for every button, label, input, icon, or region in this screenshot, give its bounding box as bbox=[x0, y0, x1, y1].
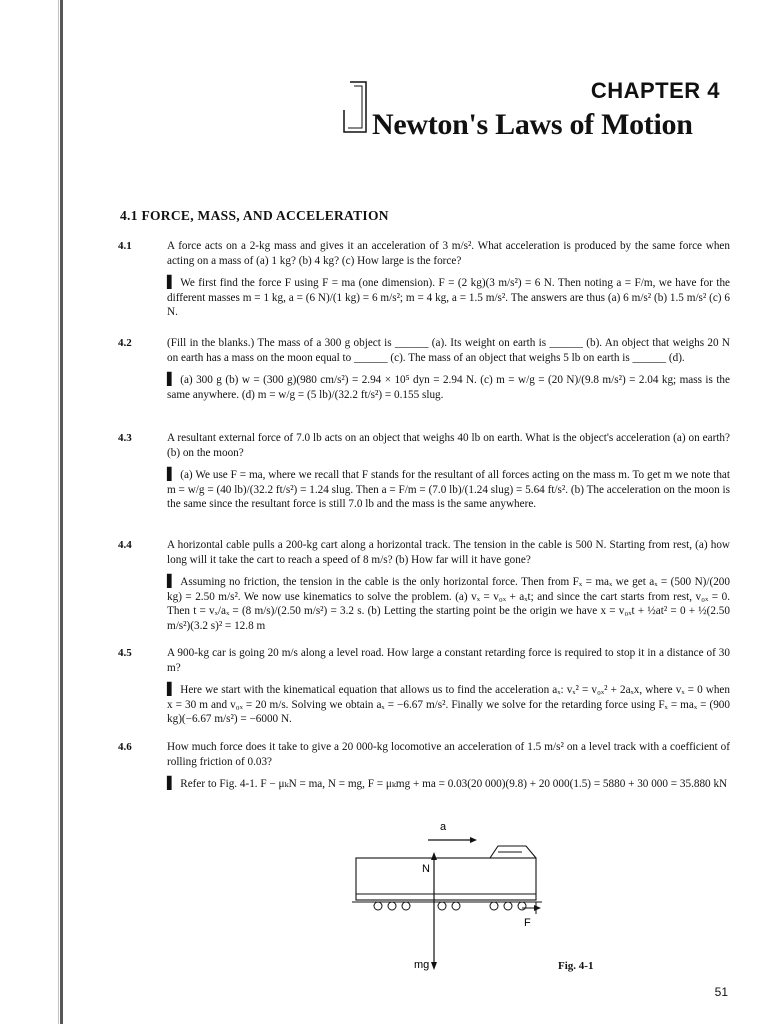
figure-label-n: N bbox=[422, 863, 430, 875]
solution-marker-icon: ▌ bbox=[167, 776, 177, 791]
solution-marker-icon: ▌ bbox=[167, 275, 177, 290]
problem-question: How much force does it take to give a 20 000-kg locomotive an acceleration of 1.5 m/s² on a level track with a coefficient of rolling friction of 0.03? bbox=[167, 741, 730, 768]
problem-question: (Fill in the blanks.) The mass of a 300 g object is ______ (a). Its weight on earth is ______ (b). An object that weighs 20 N on earth has a mass on the moon equal to ______ (c). The mass of an object that weighs 5 lb on earth is ______ (d). bbox=[167, 337, 730, 364]
problem-4-2 bbox=[118, 336, 730, 409]
page-number: 51 bbox=[714, 985, 728, 999]
problem-4-1 bbox=[118, 239, 730, 327]
problem-number: 4.5 bbox=[118, 647, 132, 659]
problem-number: 4.6 bbox=[118, 741, 132, 753]
problem-number: 4.2 bbox=[118, 337, 132, 349]
problem-solution: ▌ Refer to Fig. 4-1. F − μₖN = ma, N = mg, F = μₖmg + ma = 0.03(20 000)(9.8) + 20 000(1.5) = 5880 + 30 000 = 35.880 kN bbox=[167, 776, 728, 791]
locomotive-body bbox=[352, 846, 542, 902]
problem-question: A resultant external force of 7.0 lb acts on an object that weighs 40 lb on earth. What is the object's acceleration (a) on earth? (b) on the moon? bbox=[167, 432, 730, 459]
solution-marker-icon: ▌ bbox=[167, 467, 177, 482]
problem-question: A force acts on a 2-kg mass and gives it an acceleration of 3 m/s². What acceleration is produced by the same force when acting on a mass of (a) 1 kg? (b) 4 kg? (c) How large is the force? bbox=[167, 240, 730, 267]
problem-4-5 bbox=[118, 646, 730, 734]
problem-solution: ▌ We first find the force F using F = ma (one dimension). F = (2 kg)(3 m/s²) = 6 N. Then noting a = F/m, we have for the different masses m = 1 kg, a = (6 N)/(1 kg) = 6 m/s²; m = 4 kg, a = 1.5 m/s². The answers are thus (a) 6 m/s² (b) 1.5 m/s² (c) 6 N. bbox=[167, 275, 730, 319]
figure-label-a: a bbox=[440, 821, 447, 833]
solution-marker-icon: ▌ bbox=[167, 574, 177, 589]
chapter-title: Newton's Laws of Motion bbox=[372, 108, 693, 141]
locomotive-figure bbox=[330, 818, 560, 978]
problem-question: A 900-kg car is going 20 m/s along a level road. How large a constant retarding force is required to stop it in a distance of 30 m? bbox=[167, 647, 730, 674]
problem-solution: ▌ Assuming no friction, the tension in the cable is the only horizontal force. Then from Fₓ = maₓ we get aₓ = (500 N)/(200 kg) = 2.50 m/s². We now use kinematics to solve the problem. (a) vₓ = v₀ₓ + aₓt; and since the cart starts from rest, v₀ₓ = 0. Then t = vₓ/aₓ = (8 m/s)/(2.50 m/s²) = 3.2 s. (b) Letting the starting point be the origin we have x = v₀ₓt + ½at² = 0 + ½(2.50 m/s²)(3.2 s)² = 12.8 m bbox=[167, 574, 730, 632]
problem-solution: ▌ (a) 300 g (b) w = (300 g)(980 cm/s²) = 2.94 × 10⁵ dyn = 2.94 N. (c) m = w/g = (20 N)/(9.8 m/s²) = 2.04 kg; mass is the same anywhere. (d) m = w/g = (5 lb)/(32.2 ft/s²) = 0.155 slug. bbox=[167, 372, 730, 401]
problem-number: 4.4 bbox=[118, 539, 132, 551]
scan-binding-edge bbox=[60, 0, 63, 1024]
problem-4-6 bbox=[118, 740, 730, 799]
problem-number: 4.1 bbox=[118, 240, 132, 252]
weight-arrow bbox=[431, 908, 437, 970]
problem-solution: ▌ Here we start with the kinematical equation that allows us to find the acceleration aₓ: vₓ² = v₀ₓ² + 2aₓx, where vₓ = 0 when x = 30 m and v₀ₓ = 20 m/s. Solving we obtain aₓ = −6.67 m/s². Finally we solve for the retarding force using Fₓ = maₓ = (900 kg)(−6.67 m/s²) = −6000 N. bbox=[167, 682, 730, 726]
problem-solution: ▌ (a) We use F = ma, where we recall that F stands for the resultant of all forces acting on the mass m. To get m we note that m = w/g = (40 lb)/(32.2 ft/s²) = 1.24 slug. Then a = F/m = (7.0 lb)/(1.24 slug) = 5.64 ft/s². (b) The acceleration on the moon is the same since the resultant force is still 7.0 lb and the mass is the same anywhere. bbox=[167, 467, 730, 511]
problem-question: A horizontal cable pulls a 200-kg cart along a horizontal track. The tension in the cable is 500 N. Starting from rest, (a) how long will it take the cart to reach a speed of 8 m/s? (b) How far will it have gone? bbox=[167, 539, 730, 566]
problem-number: 4.3 bbox=[118, 432, 132, 444]
solution-marker-icon: ▌ bbox=[167, 372, 177, 387]
figure-label-f: F bbox=[524, 917, 531, 929]
solution-marker-icon: ▌ bbox=[167, 682, 177, 697]
problem-4-4 bbox=[118, 538, 730, 641]
problem-4-3 bbox=[118, 431, 730, 519]
scan-edge-shadow bbox=[58, 0, 59, 1024]
chapter-bracket-ornament bbox=[340, 80, 370, 138]
locomotive-wheels bbox=[374, 902, 526, 910]
figure-caption: Fig. 4-1 bbox=[558, 960, 594, 972]
chapter-label: CHAPTER 4 bbox=[590, 78, 720, 103]
section-heading: 4.1 FORCE, MASS, AND ACCELERATION bbox=[120, 208, 389, 223]
figure-label-mg: mg bbox=[414, 959, 430, 971]
acceleration-arrow bbox=[428, 837, 477, 843]
